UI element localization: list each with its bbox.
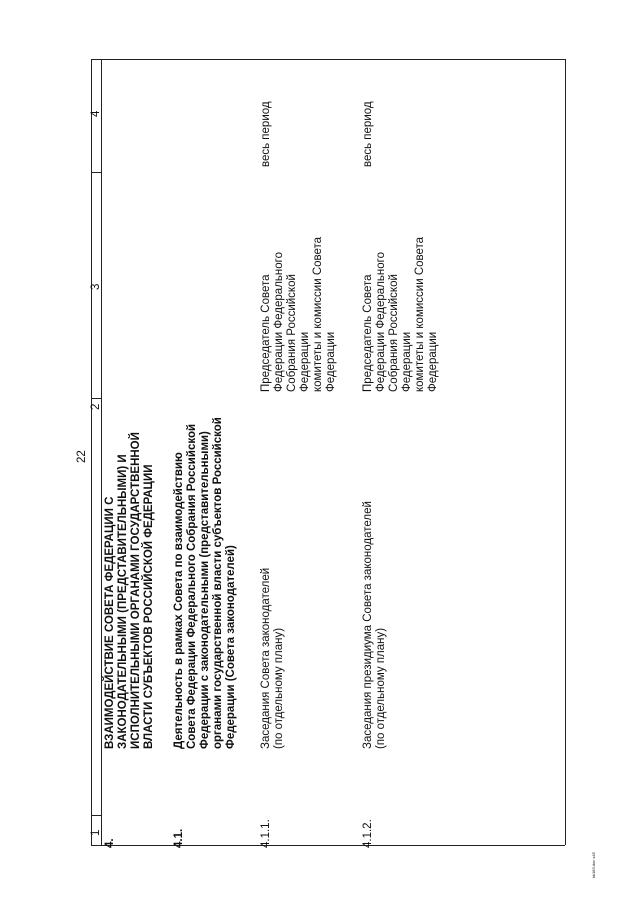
header-col-4: 4 (90, 110, 102, 117)
table-right-border (565, 59, 566, 845)
item-title-4-1-1: Заседания Совета законодателей (по отдельному плану) (260, 567, 285, 749)
table-header-divider (91, 59, 92, 845)
col-divider-1-2 (91, 815, 101, 816)
col-divider-2-3 (91, 398, 101, 399)
item-responsible-4-1-1: Председатель Совета Федерации Федерального Собрания Российской Федерации комитеты и комиссии Совета Федерации (260, 236, 337, 392)
page-number: 22 (76, 450, 88, 463)
item-number-4-1-2: 4.1.2. (362, 819, 374, 848)
table-bottom-border (91, 845, 565, 846)
header-col-2: 2 (90, 403, 102, 410)
item-responsible-4-1-2: Председатель Совета Федерации Федерального Собрания Российской Федерации комитеты и комиссии Совета Федерации (362, 236, 439, 392)
header-col-3: 3 (90, 283, 102, 290)
table-left-border (101, 59, 102, 845)
footer-file-code: kk183.doc s45 (591, 852, 596, 878)
item-title-4-1-2: Заседания президиума Совета законодателей (по отдельному плану) (362, 501, 387, 749)
section-title-4-1: Деятельность в рамках Совета по взаимодействию Совета Федерации Федерального Собрания Российской Федерации с законодательными (представительными) органами государственной власти субъектов Российской Федерации (Совета законодателей) (173, 417, 237, 749)
item-deadline-4-1-2: весь период (362, 101, 374, 167)
section-number-4: 4. (104, 838, 116, 848)
col-divider-3-4 (91, 172, 101, 173)
item-deadline-4-1-1: весь период (260, 101, 272, 167)
section-title-4: ВЗАИМОДЕЙСТВИЕ СОВЕТА ФЕДЕРАЦИИ С ЗАКОНОДАТЕЛЬНЫМИ (ПРЕДСТАВИТЕЛЬНЫМИ) И ИСПОЛНИТЕЛЬНЫМИ ОРГАНАМИ ГОСУДАРСТВЕННОЙ ВЛАСТИ СУБЪЕКТОВ РОССИЙСКОЙ ФЕДЕРАЦИИ (104, 432, 155, 749)
header-col-1: 1 (90, 829, 102, 836)
section-number-4-1: 4.1. (173, 828, 185, 848)
item-number-4-1-1: 4.1.1. (260, 819, 272, 848)
table-top-border (91, 59, 565, 60)
